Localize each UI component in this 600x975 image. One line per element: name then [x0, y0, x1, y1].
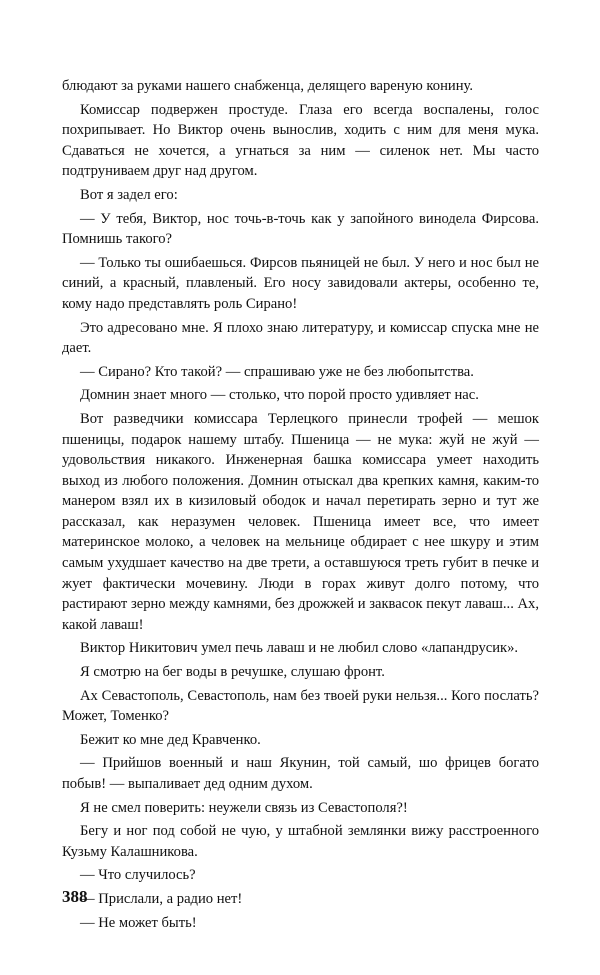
- paragraph: Виктор Никитович умел печь лаваш и не любил слово «лапандрусик».: [80, 640, 519, 657]
- paragraph: — Прислали, а радио нет!: [80, 890, 243, 907]
- paragraph: Я не смел поверить: неужели связь из Севастополя?!: [80, 799, 408, 816]
- paragraph: Ах Севастополь, Севастополь, нам без твоей руки нельзя... Кого послать? Может, Томенко?: [62, 687, 539, 725]
- paragraph: Домнин знает много — столько, что порой просто удивляет нас.: [80, 387, 479, 404]
- paragraph: — Сирано? Кто такой? — спрашиваю уже не без любопытства.: [80, 363, 474, 380]
- paragraph: Вот разведчики комиссара Терлецкого принесли трофей — мешок пшеницы, подарок нашему штабу. Пшеница — не мука: жуй не жуй — удовольствия никакого. Инженерная башка комиссара умеет находить выход из любого положения. Домнин отыскал два крепких камня, каким-то манером взял их в кизиловый ободок и начал перетирать зерно и тут же рассказал, как неразумен человек. Пшеница имеет все, что имеет материнское молоко, а человек на мельнице обдирает с нее шкуру и этим самым ухудшает качество на две трети, а оставшуюся треть губит в печке и жует фактически мочевину. Люди в горах живут долго потому, что растирают зерно между камнями, без дрожжей и заквасок пекут лаваш... Ах, какой лаваш!: [62, 410, 539, 633]
- paragraph: — Что случилось?: [80, 867, 196, 884]
- paragraph: Бежит ко мне дед Кравченко.: [80, 731, 261, 748]
- paragraph: — Не может быть!: [80, 914, 197, 931]
- book-page-text: [62, 76, 539, 936]
- paragraph: — Прийшов военный и наш Якунин, той самый, шо фрицев богато побыв! — выпаливает дед одним духом.: [62, 755, 539, 792]
- page-number: 388: [62, 887, 88, 906]
- paragraph: — Только ты ошибаешься. Фирсов пьяницей не был. У него и нос был не синий, а красный, плавленый. Его носу завидовали актеры, особенно те, кому надо представлять роль Сирано!: [62, 254, 539, 312]
- paragraph: блюдают за руками нашего снабженца, делящего вареную конину.: [62, 78, 473, 94]
- paragraph: Бегу и ног под собой не чую, у штабной землянки вижу расстроенного Кузьму Калашникова.: [62, 823, 539, 860]
- paragraph: Я смотрю на бег воды в речушке, слушаю фронт.: [80, 664, 385, 681]
- paragraph: — У тебя, Виктор, нос точь-в-точь как у запойного винодела Фирсова. Помнишь такого?: [62, 210, 539, 248]
- paragraph: Это адресовано мне. Я плохо знаю литературу, и комиссар спуска мне не дает.: [62, 319, 539, 357]
- paragraph: Вот я задел его:: [80, 186, 178, 203]
- paragraph: Комиссар подвержен простуде. Глаза его всегда воспалены, голос похрипывает. Но Виктор очень вынослив, ходить с ним для меня мука. Сдаваться не хочется, а угнаться за ним — силенок нет. Мы часто подтруниваем друг над другом.: [62, 101, 539, 180]
